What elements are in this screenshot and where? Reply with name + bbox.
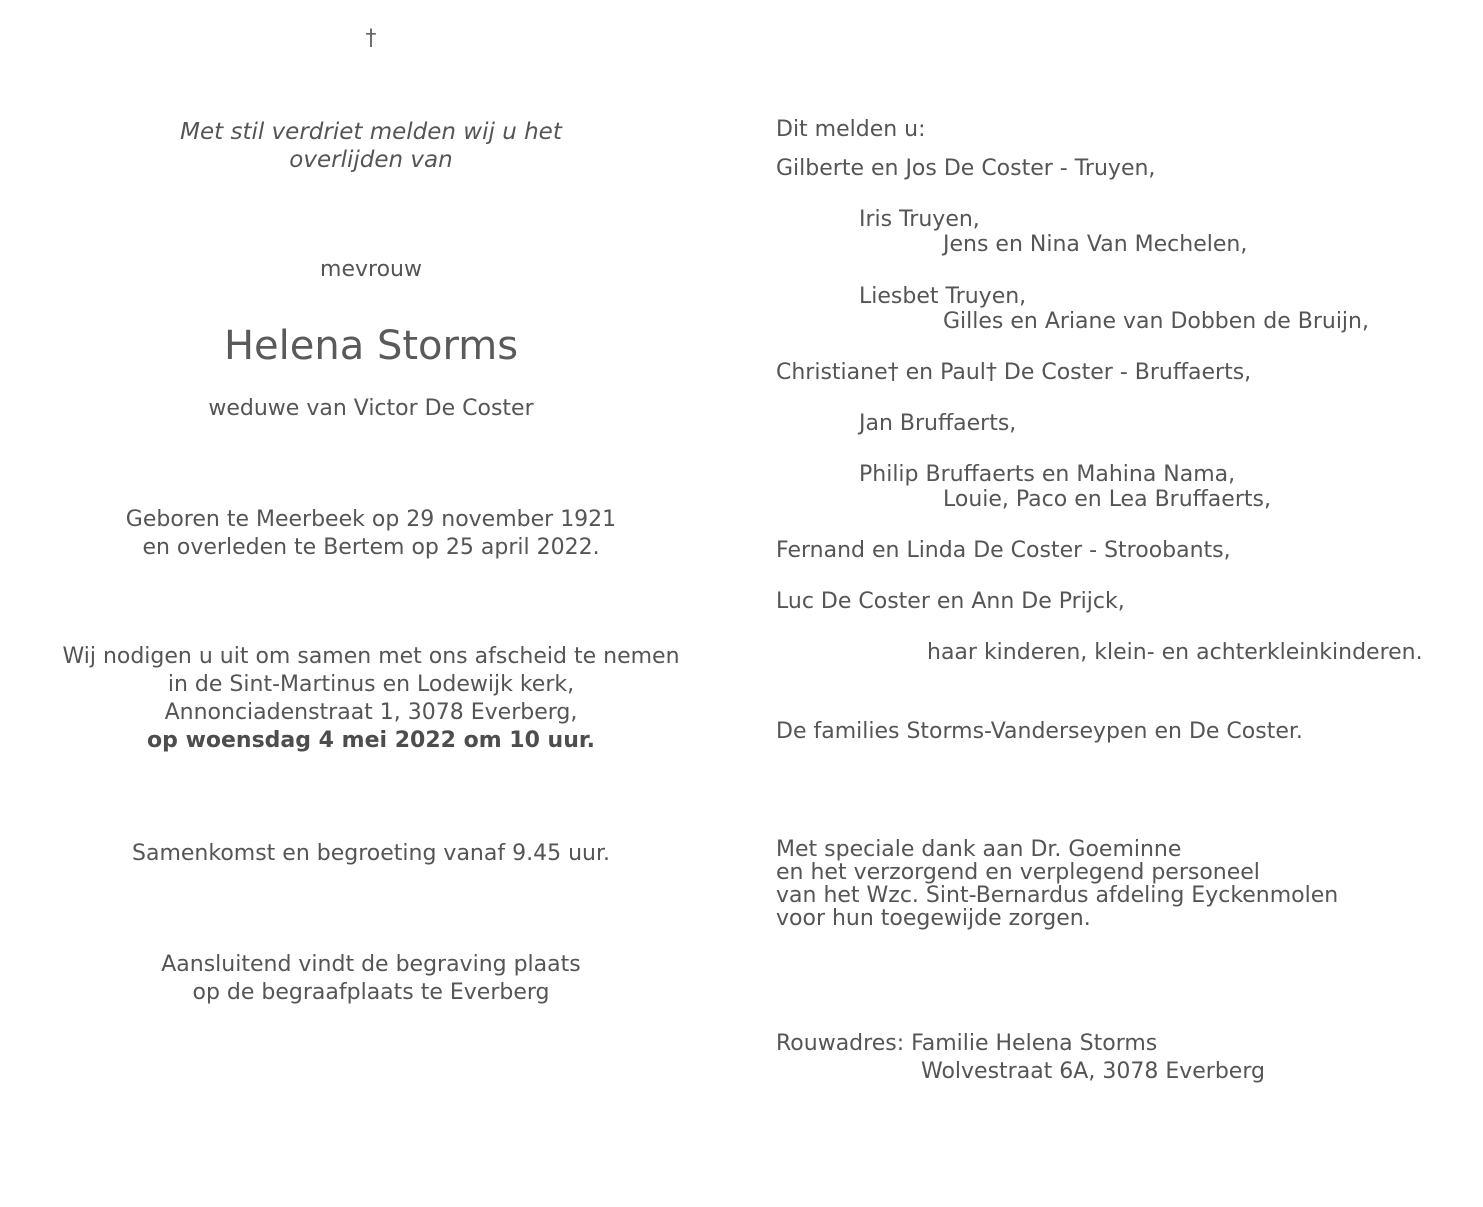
- burial-block: [0, 951, 742, 1007]
- family-line: Luc De Coster en Ann De Prijck,: [776, 589, 1125, 614]
- invitation-block: [0, 643, 742, 755]
- burial-line: op de begraafplaats te Everberg: [192, 980, 550, 1005]
- birth-death-block: [0, 506, 742, 562]
- address-street: Wolvestraat 6A, 3078 Everberg: [921, 1059, 1265, 1084]
- born-line: Geboren te Meerbeek op 29 november 1921: [125, 507, 617, 532]
- thanks-block: [776, 838, 1338, 930]
- family-line: Fernand en Linda De Coster - Stroobants,: [776, 538, 1231, 563]
- gathering-text: Samenkomst en begroeting vanaf 9.45 uur.: [132, 841, 610, 866]
- family-line: Iris Truyen,: [859, 207, 980, 232]
- cross-icon: †: [365, 26, 377, 51]
- salutation: mevrouw: [320, 257, 422, 282]
- address-label: Rouwadres: Familie Helena Storms: [776, 1031, 1158, 1056]
- ceremony-date: op woensdag 4 mei 2022 om 10 uur.: [147, 728, 595, 753]
- burial-line: Aansluitend vindt de begraving plaats: [161, 952, 581, 977]
- thanks-line: van het Wzc. Sint-Bernardus afdeling Eyckenmolen: [776, 883, 1339, 908]
- family-line: Jan Bruffaerts,: [859, 411, 1017, 436]
- family-line: Philip Bruffaerts en Mahina Nama,: [859, 462, 1236, 487]
- widow-of: weduwe van Victor De Coster: [208, 396, 534, 421]
- family-line: Louie, Paco en Lea Bruffaerts,: [943, 487, 1271, 512]
- families-line: De families Storms-Vanderseypen en De Coster.: [776, 719, 1303, 744]
- family-line: Gilles en Ariane van Dobben de Bruijn,: [943, 309, 1369, 334]
- intro-line: Met stil verdriet melden wij u het: [180, 119, 562, 145]
- family-line: Jens en Nina Van Mechelen,: [943, 232, 1248, 257]
- invite-line: in de Sint-Martinus en Lodewijk kerk,: [167, 672, 575, 697]
- invite-line: Annonciadenstraat 1, 3078 Everberg,: [164, 700, 578, 725]
- family-line: haar kinderen, klein- en achterkleinkinderen.: [927, 640, 1423, 665]
- invite-line: Wij nodigen u uit om samen met ons afscheid te nemen: [62, 644, 680, 669]
- intro-text: [0, 118, 742, 174]
- intro-line: overlijden van: [289, 147, 453, 173]
- family-line: Christiane† en Paul† De Coster - Bruffaerts,: [776, 360, 1252, 385]
- deceased-name: Helena Storms: [223, 323, 519, 369]
- thanks-line: voor hun toegewijde zorgen.: [776, 906, 1091, 931]
- notice-heading: Dit melden u:: [776, 117, 926, 142]
- family-line: Liesbet Truyen,: [859, 284, 1027, 309]
- thanks-line: en het verzorgend en verplegend personeel: [776, 860, 1260, 885]
- died-line: en overleden te Bertem op 25 april 2022.: [142, 535, 600, 560]
- thanks-line: Met speciale dank aan Dr. Goeminne: [776, 837, 1182, 862]
- family-line: Gilberte en Jos De Coster - Truyen,: [776, 156, 1156, 181]
